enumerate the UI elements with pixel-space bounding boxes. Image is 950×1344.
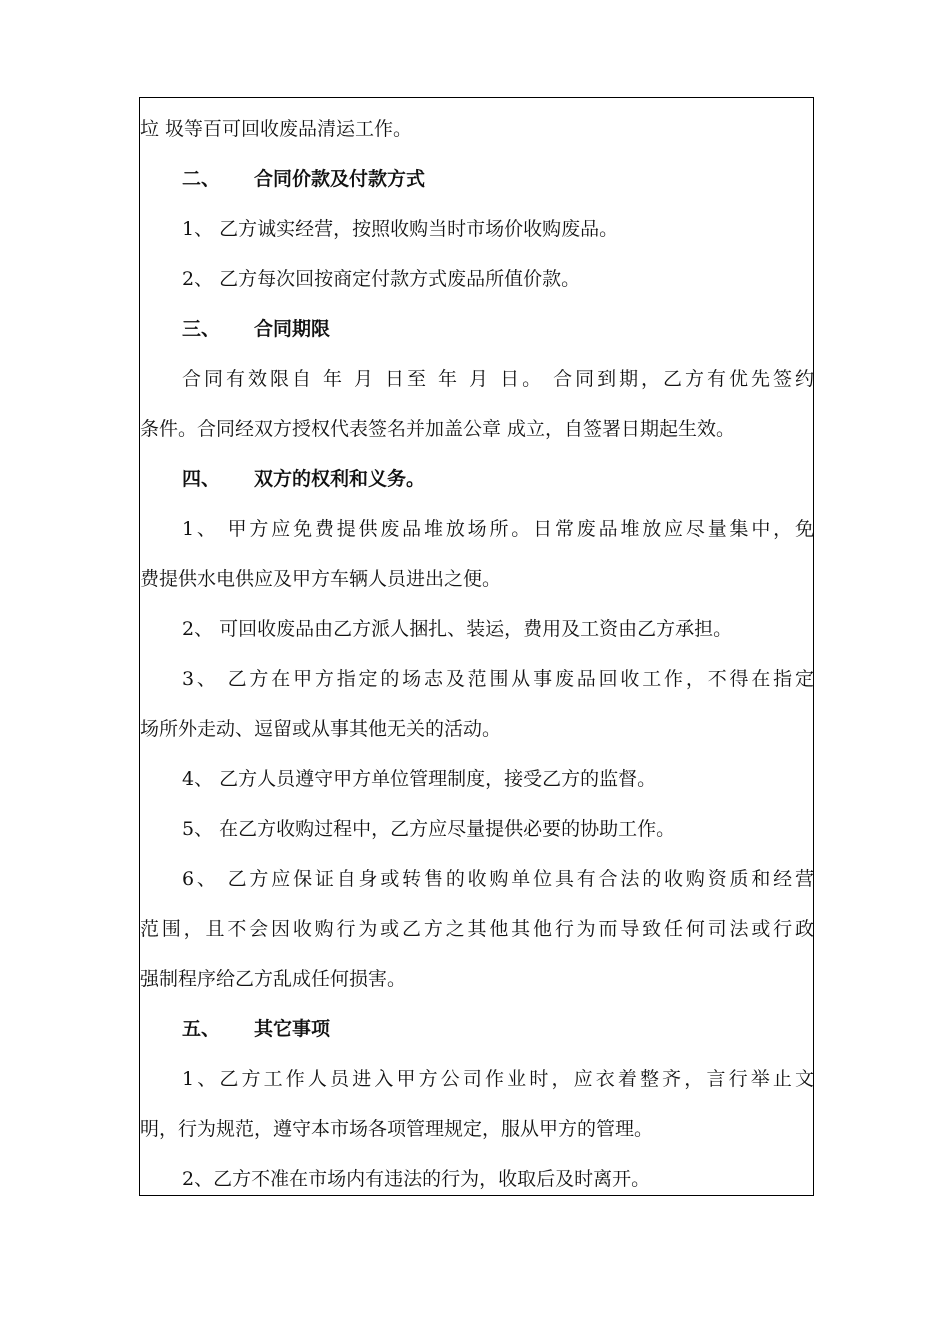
- text-line: 3、 乙方在甲方指定的场志及范围从事废品回收工作，不得在指定: [182, 668, 814, 690]
- section-title: 合同价款及付款方式: [254, 168, 426, 190]
- text-line: 6、 乙方应保证自身或转售的收购单位具有合法的收购资质和经营: [182, 868, 814, 890]
- section-number: 三、: [182, 318, 221, 340]
- text-line: 2、乙方不准在市场内有违法的行为，收取后及时离开。: [182, 1168, 651, 1190]
- text-line: 4、 乙方人员遵守甲方单位管理制度，接受乙方的监督。: [182, 768, 657, 790]
- section-heading: [140, 1014, 814, 1044]
- text-line: 1、 乙方诚实经营，按照收购当时市场价收购废品。: [182, 218, 619, 240]
- text-line: 明，行为规范，遵守本市场各项管理规定，服从甲方的管理。: [140, 1118, 654, 1140]
- text-line: 强制程序给乙方乱成任何损害。: [140, 968, 407, 990]
- section-title: 合同期限: [254, 318, 331, 340]
- section-number: 五、: [182, 1018, 221, 1040]
- text-line: 1、乙方工作人员进入甲方公司作业时，应衣着整齐，言行举止文: [182, 1068, 814, 1090]
- text-line: 范围，且不会因收购行为或乙方之其他其他行为而导致任何司法或行政: [140, 918, 814, 940]
- section-number: 四、: [182, 468, 221, 490]
- section-heading: [140, 314, 814, 344]
- text-line: 合同有效限自 年 月 日至 年 月 日。 合同到期，乙方有优先签约: [182, 368, 814, 390]
- text-line: 2、 乙方每次回按商定付款方式废品所值价款。: [182, 268, 581, 290]
- text-line: 2、 可回收废品由乙方派人捆扎、装运，费用及工资由乙方承担。: [182, 618, 733, 640]
- section-number: 二、: [182, 168, 221, 190]
- text-line: 场所外走动、逗留或从事其他无关的活动。: [140, 718, 502, 740]
- text-line: 5、 在乙方收购过程中，乙方应尽量提供必要的协助工作。: [182, 818, 676, 840]
- text-line: 垃 圾等百可回收废品清运工作。: [140, 118, 413, 140]
- section-title: 双方的权利和义务。: [254, 468, 426, 490]
- text-line: 费提供水电供应及甲方车辆人员进出之便。: [140, 568, 502, 590]
- section-heading: [140, 164, 814, 194]
- section-heading: [140, 464, 814, 494]
- text-line: 条件。合同经双方授权代表签名并加盖公章 成立，自签署日期起生效。: [140, 418, 736, 440]
- text-line: 1、 甲方应免费提供废品堆放场所。日常废品堆放应尽量集中，免: [182, 518, 814, 540]
- section-title: 其它事项: [254, 1018, 331, 1040]
